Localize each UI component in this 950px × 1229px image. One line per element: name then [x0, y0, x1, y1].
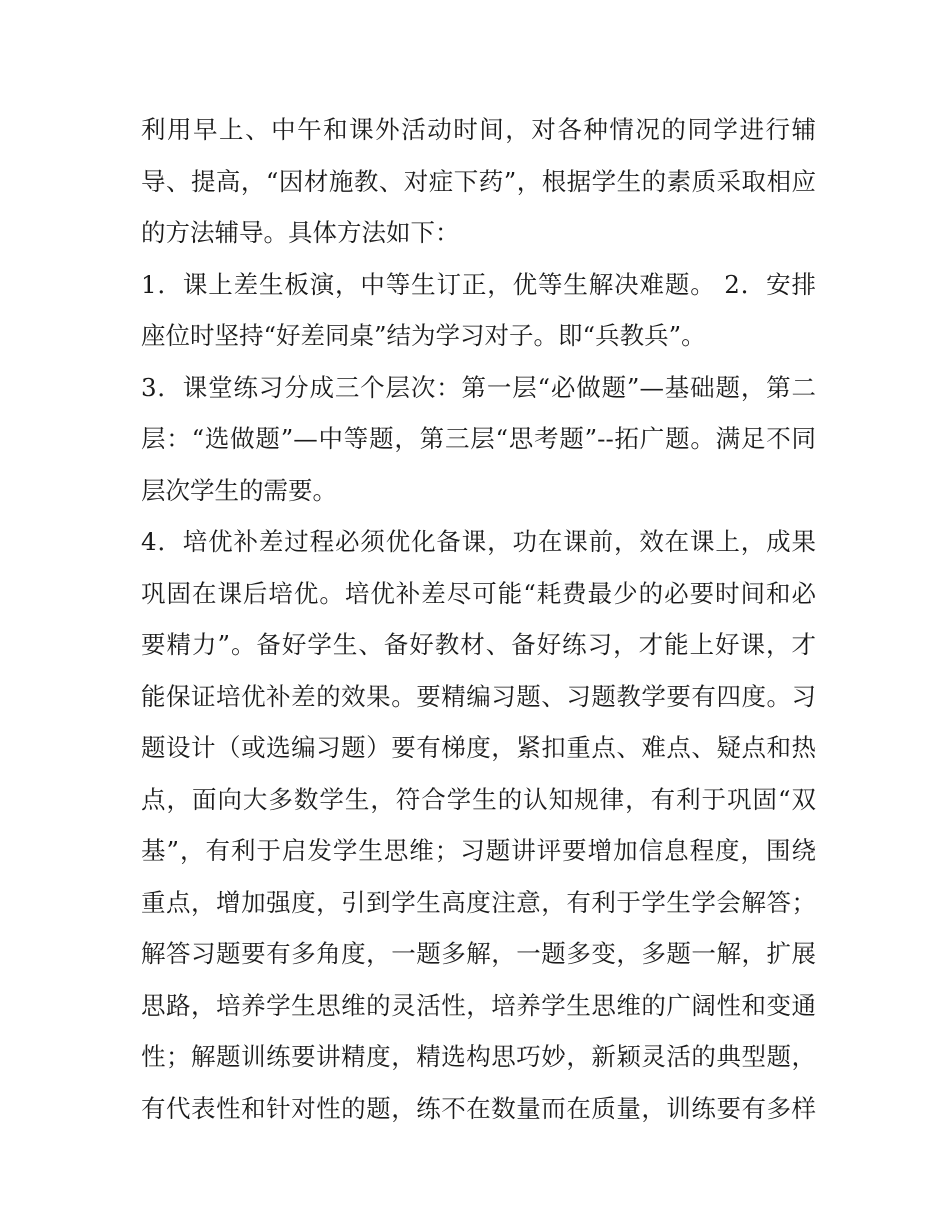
text-line: 点，面向大多数学生，符合学生的认知规律，有利于巩固“双 [141, 784, 816, 814]
text-line: 导、提高，“因材施教、对症下药”，根据学生的素质采取相应 [141, 166, 816, 196]
text-line: 利用早上、中午和课外活动时间，对各种情况的同学进行辅 [141, 115, 816, 144]
text-line: 题设计（或选编习题）要有梯度，紧扣重点、难点、疑点和热 [141, 733, 816, 762]
text-line: 座位时坚持“好差同桌”结为学习对子。即“兵教兵”。 [141, 321, 706, 350]
text-line: 性；解题训练要讲精度，精选构思巧妙，新颖灵活的典型题， [141, 1042, 816, 1071]
text-line: 思路，培养学生思维的灵活性，培养学生思维的广阔性和变通 [141, 990, 816, 1020]
body-text [141, 104, 816, 1134]
text-line: 的方法辅导。具体方法如下： [141, 218, 460, 247]
text-line: 基”，有利于启发学生思维；习题讲评要增加信息程度，围绕 [141, 836, 816, 865]
text-line: 能保证培优补差的效果。要精编习题、习题教学要有四度。习 [141, 681, 816, 711]
text-line: 层次学生的需要。 [141, 475, 337, 505]
text-line: 层：“选做题”—中等题，第三层“思考题”--拓广题。满足不同 [141, 424, 816, 453]
text-line: 1．课上差生板演，中等生订正，优等生解决难题。 2．安排 [141, 269, 816, 299]
text-line: 重点，增加强度，引到学生高度注意，有利于学生学会解答； [141, 887, 816, 917]
text-line: 有代表性和针对性的题，练不在数量而在质量，训练要有多样 [141, 1093, 816, 1123]
text-line: 解答习题要有多角度，一题多解，一题多变，多题一解，扩展 [141, 939, 816, 968]
text-line: 巩固在课后培优。培优补差尽可能“耗费最少的必要时间和必 [141, 578, 816, 608]
text-line: 4．培优补差过程必须优化备课，功在课前，效在课上，成果 [141, 527, 816, 556]
text-line: 要精力”。备好学生、备好教材、备好练习，才能上好课，才 [141, 630, 816, 659]
text-line: 3．课堂练习分成三个层次：第一层“必做题”—基础题，第二 [141, 372, 816, 402]
